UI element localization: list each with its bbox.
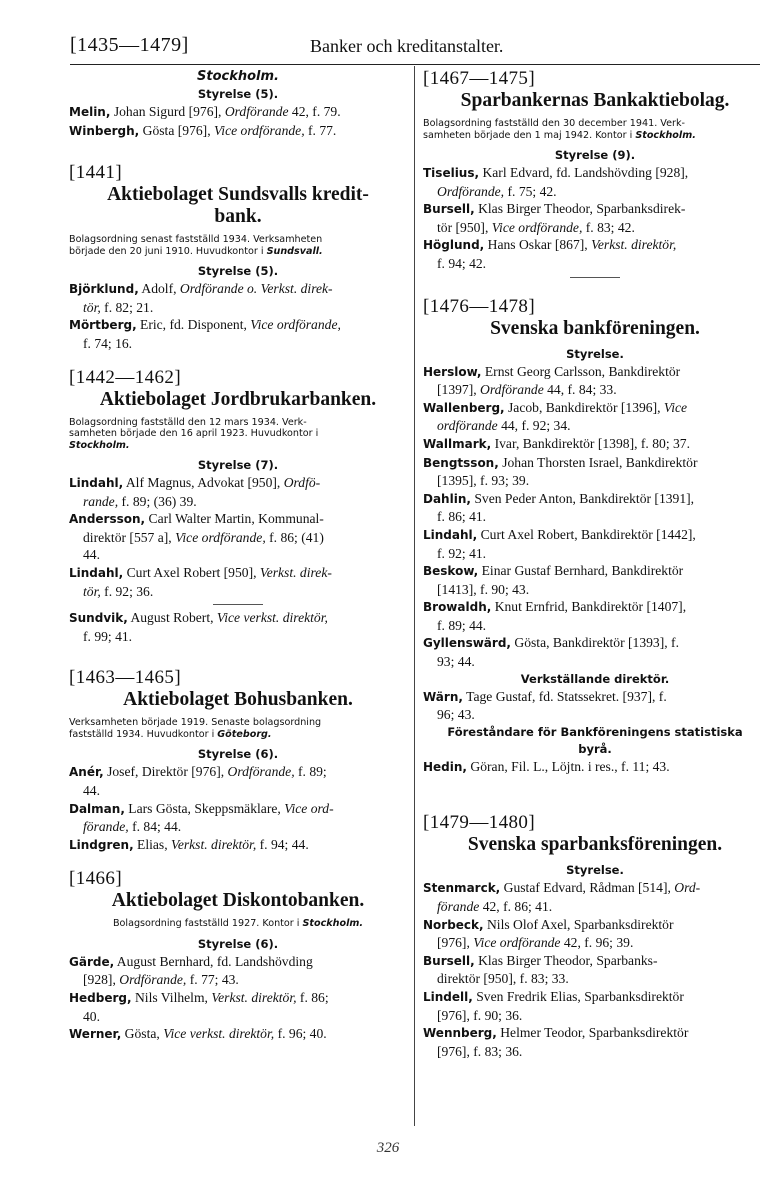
entry-line: f. 94; 42. xyxy=(437,255,487,271)
section-note: Bolagsordning fastställd den 30 december 1941. Verk- xyxy=(423,118,685,129)
section-heading: Aktiebolaget Sundsvalls kredit- xyxy=(107,184,369,206)
person-name: Höglund, xyxy=(423,238,485,253)
section-note: Verksamheten började 1919. Senaste bolagsordning xyxy=(69,717,322,729)
entry-text: 42, f. 79. xyxy=(288,104,341,119)
entry-line: f. 86; 41. xyxy=(437,509,487,525)
entry-line: Hedin, Göran, Fil. L., Löjtn. i res., f. 11; 43. xyxy=(423,758,670,774)
board-caption: Styrelse. xyxy=(566,863,624,878)
board-caption: Styrelse (6). xyxy=(197,747,279,762)
person-name: Lindahl, xyxy=(423,527,478,542)
section-svenska-bankforeningen xyxy=(423,296,767,777)
entry-line: ordförande 44, f. 92; 34. xyxy=(437,418,571,434)
entry-line: Tiselius, Karl Edvard, fd. Landshövding [928], xyxy=(423,165,689,180)
entry-line: [1413], f. 90; 43. xyxy=(437,581,530,597)
entry-line: Anér, Josef, Direktör [976], Ordförande, f. 89; xyxy=(69,764,327,780)
entry-line: Dalman, Lars Gösta, Skeppsmäklare, Vice ord- xyxy=(69,800,334,816)
page-number: 326 xyxy=(376,1140,400,1156)
entry-line: Werner, Gösta, Vice verkst. direktör, f. 96; 40. xyxy=(69,1026,327,1042)
board-caption: Styrelse (6). xyxy=(197,936,279,951)
person-name: Wennberg, xyxy=(423,1026,497,1041)
person-name: Dahlin, xyxy=(423,491,471,506)
person-name: Beskow, xyxy=(423,564,479,579)
section-note: samheten började den 16 april 1923. Huvudkontor i xyxy=(69,428,319,440)
section-note: Bolagsordning senast fastställd 1934. Verksamheten xyxy=(69,234,323,246)
person-name: Bursell, xyxy=(423,202,475,217)
entry-line: förande 42, f. 86; 41. xyxy=(437,899,553,915)
board-caption: Föreståndare för Bankföreningens statistiska xyxy=(447,724,743,739)
entry-line: direktör [557 a], Vice ordförande, f. 86; (41) xyxy=(83,529,324,545)
entry-line: f. 89; 44. xyxy=(437,617,487,633)
entry-line: Wärn, Tage Gustaf, fd. Statssekret. [937], f. xyxy=(423,688,667,704)
section-diskontobanken xyxy=(69,868,407,1043)
entry-line: Bursell, Klas Birger Theodor, Sparbanks- xyxy=(423,952,658,968)
entry-line: Andersson, Carl Walter Martin, Kommunal- xyxy=(69,511,324,527)
board-caption: Styrelse. xyxy=(566,346,624,361)
section-note: fastställd 1934. Huvudkontor i Göteborg. xyxy=(69,728,272,740)
page-header xyxy=(70,34,760,62)
person-name: Lindahl, xyxy=(69,476,124,491)
entry-line: Norbeck, Nils Olof Axel, Sparbanksdirektör xyxy=(423,916,674,932)
person-name: Bursell, xyxy=(423,953,475,968)
person-name: Lindahl, xyxy=(69,566,124,581)
entry-line: tör [950], Vice ordförande, f. 83; 42. xyxy=(437,219,635,235)
person-name: Browaldh, xyxy=(423,600,492,615)
entry-line: Hedberg, Nils Vilhelm, Verkst. direktör, f. 86; xyxy=(69,990,329,1006)
entry-line: [1395], f. 93; 39. xyxy=(437,473,530,489)
entry-line: [1397], Ordförande 44, f. 84; 33. xyxy=(437,382,617,398)
entry-line: 93; 44. xyxy=(437,654,475,670)
section-stockholm xyxy=(69,68,407,140)
city-heading: Stockholm. xyxy=(197,69,279,84)
section-range: [1442—1462] xyxy=(69,366,182,388)
entry-line: 40. xyxy=(83,1008,100,1024)
entry-line: tör, f. 82; 21. xyxy=(83,299,154,315)
person-name: Gärde, xyxy=(69,954,115,969)
section-sundsvall xyxy=(69,162,407,352)
section-heading: Sparbankernas Bankaktiebolag. xyxy=(460,90,730,111)
entry-line: Bengtsson, Johan Thorsten Israel, Bankdirektör xyxy=(423,454,698,470)
page-range: [1435—1479] xyxy=(70,34,189,56)
entry-line: Ordförande, f. 75; 42. xyxy=(437,183,557,199)
person-name: Gyllenswärd, xyxy=(423,636,511,651)
entry-line: Wallmark, Ivar, Bankdirektör [1398], f. 80; 37. xyxy=(423,435,690,451)
entry-line: Sundvik, August Robert, Vice verkst. direktör, xyxy=(69,610,328,626)
entry-line: Beskow, Einar Gustaf Bernhard, Bankdirektör xyxy=(423,563,684,579)
board-caption: Styrelse (5). xyxy=(197,87,279,101)
section-note: Bolagsordning fastställd den 12 mars 1934. Verk- xyxy=(69,416,307,428)
entry-line: rande, f. 89; (36) 39. xyxy=(83,493,197,509)
entry-line: direktör [950], f. 83; 33. xyxy=(437,971,569,987)
separator xyxy=(213,604,263,605)
separator xyxy=(570,277,620,278)
person-name: Sundvik, xyxy=(69,611,128,626)
section-heading: Aktiebolaget Diskontobanken. xyxy=(111,890,365,912)
person-name: Hedin, xyxy=(423,759,467,774)
entry-line: 44. xyxy=(83,783,100,798)
section-range: [1479—1480] xyxy=(423,812,536,834)
person-name: Wärn, xyxy=(423,689,463,704)
entry-line: Gärde, August Bernhard, fd. Landshövding xyxy=(69,953,313,969)
person-name: Lindgren, xyxy=(69,837,134,852)
section-note: började den 20 juni 1910. Huvudkontor i Sundsvall. xyxy=(69,245,323,257)
entry-text: Gösta [976], xyxy=(139,122,214,138)
column-divider xyxy=(414,66,415,1126)
person-name: Hedberg, xyxy=(69,991,132,1006)
section-note: samheten började den 1 maj 1942. Kontor i Stockholm. xyxy=(423,129,696,141)
entry-line: [976], f. 83; 36. xyxy=(437,1043,523,1059)
entry-line xyxy=(69,122,407,141)
section-heading: Svenska sparbanksföreningen. xyxy=(467,834,723,856)
section-bohusbanken xyxy=(69,667,407,854)
person-name: Norbeck, xyxy=(423,917,484,932)
entry-role: Vice ordförande, xyxy=(214,122,305,138)
entry-line xyxy=(69,103,407,122)
person-name: Stenmarck, xyxy=(423,881,501,896)
person-name: Mörtberg, xyxy=(69,318,137,333)
person-name: Herslow, xyxy=(423,364,482,379)
entry-line: Wallenberg, Jacob, Bankdirektör [1396], Vice xyxy=(423,399,688,415)
section-svenska-sparbanksforeningen xyxy=(423,812,767,1060)
board-caption: Styrelse (9). xyxy=(554,148,636,162)
entry-line: Herslow, Ernst Georg Carlsson, Bankdirektör xyxy=(423,363,681,379)
page-title: Banker och kreditanstalter. xyxy=(310,36,504,56)
person-name: Tiselius, xyxy=(423,166,480,180)
entry-line: Stenmarck, Gustaf Edvard, Rådman [514], Ord- xyxy=(423,880,701,896)
entry-line: Dahlin, Sven Peder Anton, Bankdirektör [1391], xyxy=(423,490,695,506)
person-name: Andersson, xyxy=(69,512,146,527)
entry-line: Höglund, Hans Oskar [867], Verkst. direktör, xyxy=(423,237,677,253)
person-name: Wallmark, xyxy=(423,436,492,451)
person-name: Lindell, xyxy=(423,990,473,1004)
entry-line: f. 99; 41. xyxy=(83,628,133,644)
entry-text: f. 77. xyxy=(304,122,337,138)
entry-line: förande, f. 84; 44. xyxy=(83,819,182,835)
entry-line: Björklund, Adolf, Ordförande o. Verkst. direk- xyxy=(69,281,333,297)
entry-line: Lindgren, Elias, Verkst. direktör, f. 94; 44. xyxy=(69,836,309,852)
board-caption: Styrelse (7). xyxy=(197,458,279,473)
board-caption: Verkställande direktör. xyxy=(520,671,670,686)
entry-line: Lindahl, Curt Axel Robert [950], Verkst. direk- xyxy=(69,565,332,581)
entry-line: Mörtberg, Eric, fd. Disponent, Vice ordförande, xyxy=(69,317,341,333)
section-range: [1463—1465] xyxy=(69,667,182,689)
entry-line: Lindahl, Curt Axel Robert, Bankdirektör [1442], xyxy=(423,526,696,542)
entry-text: Johan Sigurd [976], xyxy=(110,104,225,119)
entry-line: [976], Vice ordförande 42, f. 96; 39. xyxy=(437,935,634,951)
section-range: [1466] xyxy=(69,868,123,890)
entry-line: tör, f. 92; 36. xyxy=(83,583,154,599)
entry-line: Lindahl, Alf Magnus, Advokat [950], Ordfö- xyxy=(69,475,321,491)
entry-line: f. 74; 16. xyxy=(83,335,133,351)
section-range: [1476—1478] xyxy=(423,295,536,317)
section-heading: Svenska bankföreningen. xyxy=(490,317,700,339)
section-sparbankernas-bankaktiebolag xyxy=(423,68,767,278)
section-heading: Aktiebolaget Bohusbanken. xyxy=(123,689,353,711)
board-caption: byrå. xyxy=(578,741,612,756)
header-rule xyxy=(70,64,760,65)
entry-line: Wennberg, Helmer Teodor, Sparbanksdirektör xyxy=(423,1025,689,1041)
person-name: Anér, xyxy=(69,765,104,780)
board-caption: Styrelse (5). xyxy=(197,264,279,279)
entry-line: [928], Ordförande, f. 77; 43. xyxy=(83,972,239,988)
entry-line: Browaldh, Knut Ernfrid, Bankdirektör [1407], xyxy=(423,599,687,615)
section-heading: bank. xyxy=(214,206,262,228)
entry-line: 44. xyxy=(83,547,100,563)
section-range: [1441] xyxy=(69,162,123,184)
section-jordbrukarbanken xyxy=(69,367,407,646)
section-note: Bolagsordning fastställd 1927. Kontor i Stockholm. xyxy=(112,918,364,930)
entry-line: Lindell, Sven Fredrik Elias, Sparbanksdirektör xyxy=(423,989,684,1004)
entry-line: f. 92; 41. xyxy=(437,545,487,561)
right-column xyxy=(423,68,767,1060)
person-name: Wallenberg, xyxy=(423,400,505,415)
section-range: [1467—1475] xyxy=(423,68,536,89)
entry-line: Gyllenswärd, Gösta, Bankdirektör [1393], f. xyxy=(423,635,679,651)
person-name: Björklund, xyxy=(69,282,139,297)
left-column xyxy=(69,68,407,1044)
entry-line: [976], f. 90; 36. xyxy=(437,1007,523,1023)
entry-line: 96; 43. xyxy=(437,707,475,723)
section-note: Stockholm. xyxy=(69,439,130,451)
person-name: Bengtsson, xyxy=(423,455,499,470)
entry-role: Ordförande xyxy=(224,104,289,119)
person-name: Dalman, xyxy=(69,801,125,816)
person-name: Winbergh, xyxy=(69,123,140,138)
entry-line: Bursell, Klas Birger Theodor, Sparbanksdirek- xyxy=(423,201,686,217)
person-name: Melin, xyxy=(69,105,111,119)
person-name: Werner, xyxy=(69,1027,122,1042)
section-heading: Aktiebolaget Jordbrukarbanken. xyxy=(99,388,377,410)
